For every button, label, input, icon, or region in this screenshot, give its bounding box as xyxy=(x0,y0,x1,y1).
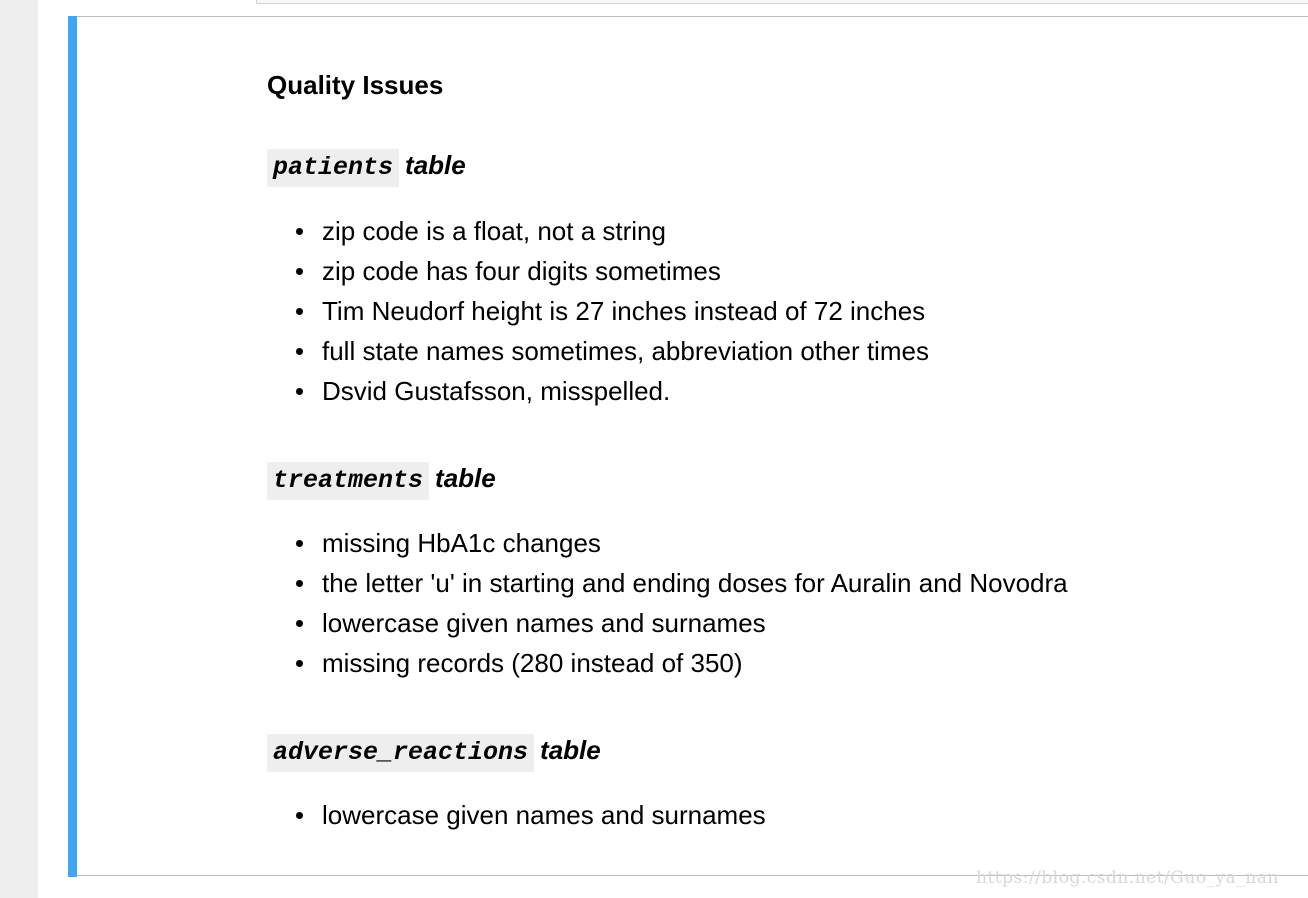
previous-cell-edge[interactable] xyxy=(256,0,1308,4)
adverse-reactions-issue-list xyxy=(267,795,766,835)
treatments-table-heading xyxy=(267,460,496,500)
notebook-left-gutter xyxy=(0,0,38,898)
heading-suffix: table xyxy=(405,150,466,180)
list-item: the letter 'u' in starting and ending doses for Auralin and Novodra xyxy=(322,563,1068,603)
treatments-issue-list xyxy=(267,523,1068,683)
list-item: full state names sometimes, abbreviation other times xyxy=(322,331,929,371)
heading-suffix: table xyxy=(435,463,496,493)
markdown-cell[interactable] xyxy=(68,16,1308,876)
patients-issue-list xyxy=(267,211,929,411)
list-item: Tim Neudorf height is 27 inches instead of 72 inches xyxy=(322,291,929,331)
heading-suffix: table xyxy=(540,735,601,765)
list-item: missing HbA1c changes xyxy=(322,523,1068,563)
inline-code: adverse_reactions xyxy=(267,734,534,772)
list-item: zip code is a float, not a string xyxy=(322,211,929,251)
cell-selected-indicator xyxy=(68,16,77,877)
list-item: Dsvid Gustafsson, misspelled. xyxy=(322,371,929,411)
inline-code: patients xyxy=(267,149,399,187)
adverse-reactions-table-heading xyxy=(267,732,601,772)
inline-code: treatments xyxy=(267,462,429,500)
section-heading: Quality Issues xyxy=(267,70,444,100)
list-item: missing records (280 instead of 350) xyxy=(322,643,1068,683)
patients-table-heading xyxy=(267,147,466,187)
list-item: lowercase given names and surnames xyxy=(322,603,1068,643)
list-item: lowercase given names and surnames xyxy=(322,795,766,835)
list-item: zip code has four digits sometimes xyxy=(322,251,929,291)
watermark: https://blog.csdn.net/Guo_ya_nan xyxy=(976,868,1279,888)
